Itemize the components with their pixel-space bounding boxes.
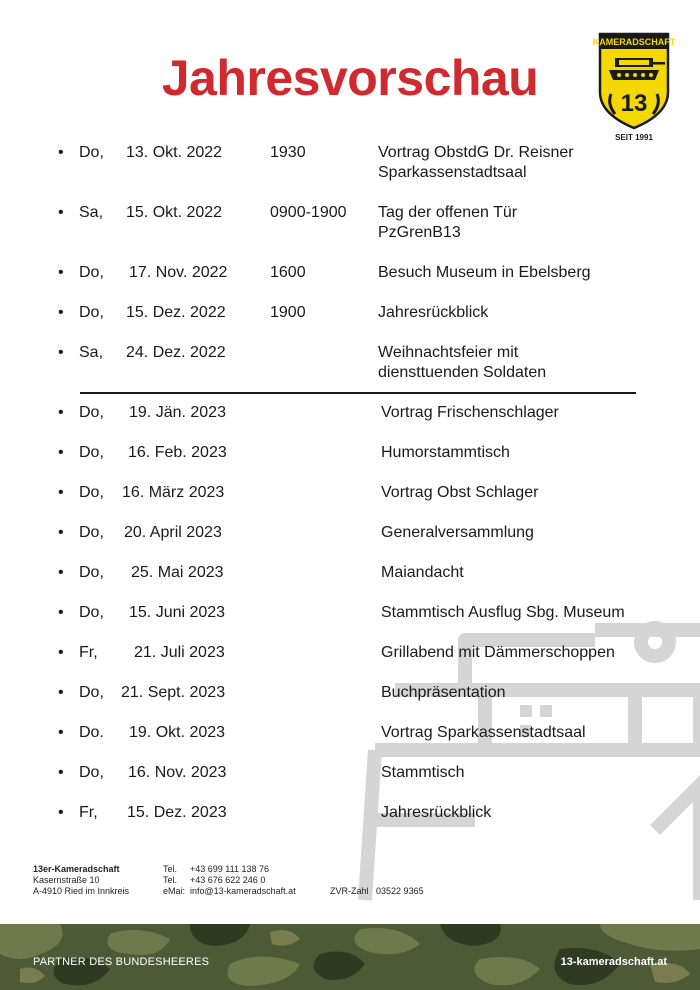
event-date: 17. Nov. 2022 bbox=[129, 264, 228, 281]
event-date: 15. Dez. 2022 bbox=[126, 304, 226, 321]
partner-label: PARTNER DES BUNDESHEERES bbox=[33, 956, 210, 968]
event-day: Sa, bbox=[79, 204, 104, 221]
event-day: Do, bbox=[79, 564, 104, 581]
event-date: 24. Dez. 2022 bbox=[126, 344, 226, 361]
event-time: 0900-1900 bbox=[270, 204, 347, 221]
bullet: • bbox=[58, 204, 64, 221]
logo-top-text: KAMERADSCHAFT bbox=[592, 37, 676, 47]
bullet: • bbox=[58, 644, 64, 661]
event-description-line2: PzGrenB13 bbox=[378, 224, 461, 241]
website-link[interactable]: 13-kameradschaft.at bbox=[560, 956, 667, 968]
event-date: 15. Juni 2023 bbox=[129, 604, 226, 621]
event-day: Do, bbox=[79, 604, 104, 621]
bullet: • bbox=[58, 264, 64, 281]
event-description: Grillabend mit Dämmerschoppen bbox=[381, 644, 615, 661]
event-description: Buchpräsentation bbox=[381, 684, 506, 701]
event-day: Do, bbox=[79, 404, 104, 421]
event-day: Do. bbox=[79, 724, 104, 741]
event-day: Do, bbox=[79, 444, 104, 461]
footer-zvr-label: ZVR-Zahl bbox=[330, 886, 369, 896]
event-date: 19. Okt. 2023 bbox=[129, 724, 226, 741]
event-time: 1900 bbox=[270, 304, 306, 321]
event-date: 21. Sept. 2023 bbox=[121, 684, 226, 701]
bullet: • bbox=[58, 304, 64, 321]
bullet: • bbox=[58, 484, 64, 501]
event-description: Maiandacht bbox=[381, 564, 464, 581]
footer-zvr: 03522 9365 bbox=[376, 886, 424, 896]
event-date: 13. Okt. 2022 bbox=[126, 144, 223, 161]
event-description: Vortrag ObstdG Dr. Reisner bbox=[378, 144, 574, 161]
event-time: 1600 bbox=[270, 264, 306, 281]
event-date: 16. März 2023 bbox=[122, 484, 225, 501]
bullet: • bbox=[58, 524, 64, 541]
footer-tel-label: Tel. bbox=[163, 864, 178, 874]
divider bbox=[80, 392, 636, 394]
bullet: • bbox=[58, 144, 64, 161]
event-description: Stammtisch bbox=[381, 764, 465, 781]
event-description: Besuch Museum in Ebelsberg bbox=[378, 264, 591, 281]
event-date: 16. Feb. 2023 bbox=[128, 444, 227, 461]
bullet: • bbox=[58, 564, 64, 581]
event-date: 21. Juli 2023 bbox=[134, 644, 225, 661]
footer-street: Kasernstraße 10 bbox=[33, 875, 100, 885]
event-day: Do, bbox=[79, 144, 104, 161]
event-day: Do, bbox=[79, 524, 104, 541]
footer-tel-label: Tel. bbox=[163, 875, 178, 885]
footer-email[interactable]: info@13-kameradschaft.at bbox=[190, 886, 296, 896]
event-description: Vortrag Sparkassenstadtsaal bbox=[381, 724, 586, 741]
kameradschaft-logo bbox=[592, 32, 676, 144]
bullet: • bbox=[58, 764, 64, 781]
bullet: • bbox=[58, 444, 64, 461]
event-day: Do, bbox=[79, 684, 104, 701]
event-date: 15. Okt. 2022 bbox=[126, 204, 223, 221]
event-time: 1930 bbox=[270, 144, 306, 161]
event-date: 15. Dez. 2023 bbox=[127, 804, 227, 821]
bullet: • bbox=[58, 404, 64, 421]
event-description: Humorstammtisch bbox=[381, 444, 510, 461]
bullet: • bbox=[58, 804, 64, 821]
event-description-line2: Sparkassenstadtsaal bbox=[378, 164, 527, 181]
event-date: 25. Mai 2023 bbox=[131, 564, 224, 581]
event-description: Vortrag Obst Schlager bbox=[381, 484, 539, 501]
event-day: Do, bbox=[79, 304, 104, 321]
event-description: Stammtisch Ausflug Sbg. Museum bbox=[381, 604, 625, 621]
footer-email-label: eMai: bbox=[163, 886, 186, 896]
bullet: • bbox=[58, 344, 64, 361]
footer-city: A-4910 Ried im Innkreis bbox=[33, 886, 130, 896]
bullet: • bbox=[58, 724, 64, 741]
event-description: Tag der offenen Tür bbox=[378, 204, 518, 221]
event-description: Weihnachtsfeier mit bbox=[378, 344, 519, 361]
logo-number: 13 bbox=[620, 90, 648, 117]
event-description: Jahresrückblick bbox=[381, 804, 492, 821]
footer-org-name: 13er-Kameradschaft bbox=[33, 864, 120, 874]
event-day: Sa, bbox=[79, 344, 104, 361]
event-day: Do, bbox=[79, 264, 104, 281]
event-description-line2: diensttuenden Soldaten bbox=[378, 364, 547, 381]
event-day: Do, bbox=[79, 764, 104, 781]
footer-phone[interactable]: +43 676 622 246 0 bbox=[190, 875, 266, 885]
footer-phone[interactable]: +43 699 111 138 76 bbox=[190, 864, 269, 874]
event-day: Fr, bbox=[79, 644, 98, 661]
event-date: 19. Jän. 2023 bbox=[129, 404, 226, 421]
page-title: Jahresvorschau bbox=[161, 50, 539, 106]
event-day: Do, bbox=[79, 484, 104, 501]
logo-since: SEIT 1991 bbox=[615, 133, 653, 142]
event-description: Generalversammlung bbox=[381, 524, 534, 541]
event-date: 20. April 2023 bbox=[124, 524, 222, 541]
event-description: Vortrag Frischenschlager bbox=[381, 404, 559, 421]
event-day: Fr, bbox=[79, 804, 98, 821]
event-date: 16. Nov. 2023 bbox=[128, 764, 227, 781]
event-description: Jahresrückblick bbox=[378, 304, 489, 321]
bullet: • bbox=[58, 604, 64, 621]
bullet: • bbox=[58, 684, 64, 701]
